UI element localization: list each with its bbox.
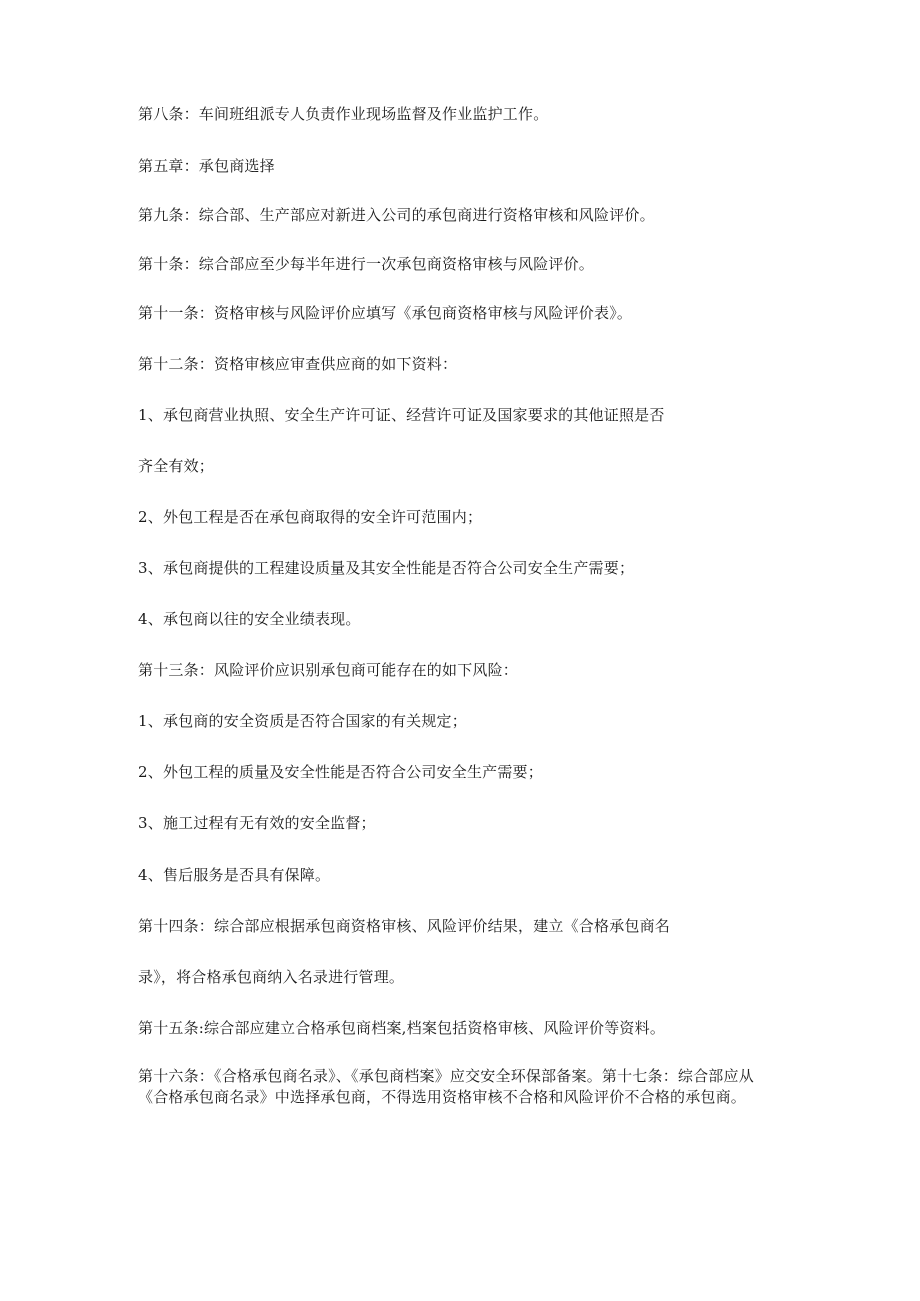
article-12-item-1: 1、承包商营业执照、安全生产许可证、经营许可证及国家要求的其他证照是否 xyxy=(138,406,665,424)
article-8: 第八条：车间班组派专人负责作业现场监督及作业监护工作。 xyxy=(138,105,549,123)
article-13-item-2: 2、外包工程的质量及安全性能是否符合公司安全生产需要； xyxy=(138,763,543,781)
article-12-item-1-cont: 齐全有效； xyxy=(138,457,215,475)
article-10: 第十条：综合部应至少每半年进行一次承包商资格审核与风险评价。 xyxy=(138,255,595,273)
article-12-item-4: 4、承包商以往的安全业绩表现。 xyxy=(138,610,361,628)
article-12-item-2: 2、外包工程是否在承包商取得的安全许可范围内； xyxy=(138,508,483,526)
article-13-item-3: 3、施工过程有无有效的安全监督； xyxy=(138,814,376,832)
article-16-17: 第十六条：《合格承包商名录》、《承包商档案》应交安全环保部备案。第十七条：综合部应从《合格承包商名录》中选择承包商，不得选用资格审核不合格和风险评价不合格的承包商。 xyxy=(138,1067,754,1106)
chapter-5-heading: 第五章：承包商选择 xyxy=(138,157,275,175)
article-13: 第十三条：风险评价应识别承包商可能存在的如下风险： xyxy=(138,661,519,679)
article-11: 第十一条：资格审核与风险评价应填写《承包商资格审核与风险评价表》。 xyxy=(138,304,633,322)
article-12: 第十二条：资格审核应审查供应商的如下资料： xyxy=(138,355,458,373)
article-15: 第十五条:综合部应建立合格承包商档案,档案包括资格审核、风险评价等资料。 xyxy=(138,1019,666,1037)
article-13-item-1: 1、承包商的安全资质是否符合国家的有关规定； xyxy=(138,712,467,730)
article-9: 第九条：综合部、生产部应对新进入公司的承包商进行资格审核和风险评价。 xyxy=(138,206,655,224)
article-14: 第十四条：综合部应根据承包商资格审核、风险评价结果，建立《合格承包商名 xyxy=(138,917,671,935)
article-12-item-3: 3、承包商提供的工程建设质量及其安全性能是否符合公司安全生产需要； xyxy=(138,559,635,577)
article-13-item-4: 4、售后服务是否具有保障。 xyxy=(138,866,331,884)
article-14-cont: 录》，将合格承包商纳入名录进行管理。 xyxy=(138,968,405,986)
